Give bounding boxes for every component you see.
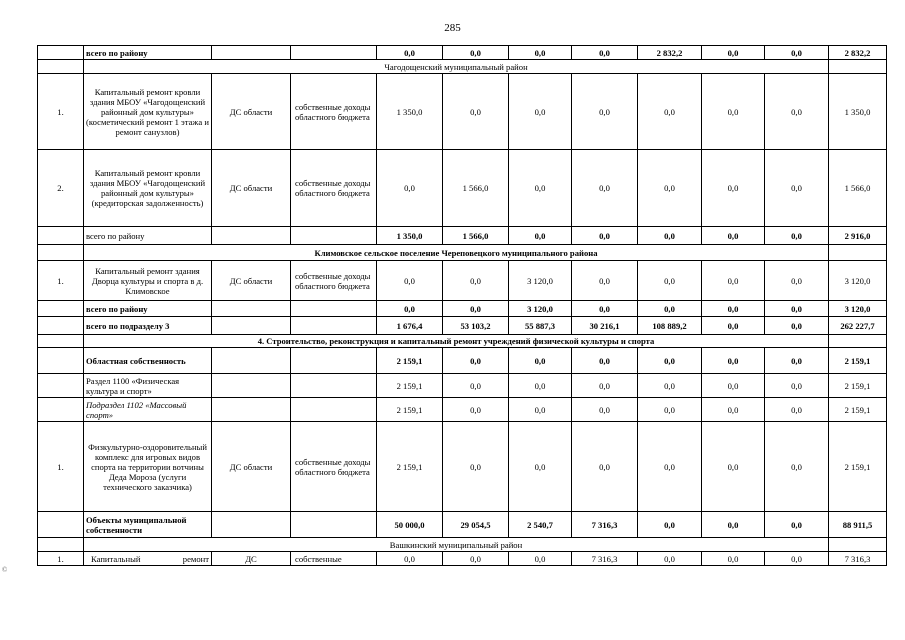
amount-cell: 30 216,1 (572, 317, 638, 335)
amount-cell: 2 159,1 (377, 422, 443, 512)
amount-cell: 0,0 (509, 150, 572, 227)
object-row (38, 552, 887, 566)
amount-cell: 0,0 (765, 552, 829, 566)
object-name: Капитальный ремонт кровли здания МБОУ «Чагодощенский районный дом культуры» (кредиторская задолженность) (84, 150, 212, 227)
object-row (38, 261, 887, 301)
funding-source (291, 348, 377, 374)
funding-source: собственные доходы областного бюджета (291, 150, 377, 227)
funding-source (291, 317, 377, 335)
object-name: Подраздел 1102 «Массовый спорт» (84, 398, 212, 422)
amount-cell: 0,0 (702, 422, 765, 512)
amount-cell: 29 054,5 (443, 512, 509, 538)
amount-cell: 0,0 (572, 301, 638, 317)
amount-cell: 0,0 (638, 398, 702, 422)
amount-cell: 0,0 (638, 227, 702, 245)
object-name: всего по подразделу 3 (84, 317, 212, 335)
total-row (38, 374, 887, 398)
amount-cell: 2 159,1 (377, 374, 443, 398)
amount-cell: 0,0 (702, 150, 765, 227)
amount-cell: 3 120,0 (829, 301, 887, 317)
amount-cell: 0,0 (765, 398, 829, 422)
amount-cell: 7 316,3 (572, 512, 638, 538)
amount-cell: 1 676,4 (377, 317, 443, 335)
customer: ДС области (212, 261, 291, 301)
amount-cell: 3 120,0 (509, 301, 572, 317)
amount-cell: 0,0 (765, 261, 829, 301)
amount-cell: 88 911,5 (829, 512, 887, 538)
row-number (38, 301, 84, 317)
amount-cell: 0,0 (638, 422, 702, 512)
amount-cell: 0,0 (765, 301, 829, 317)
object-row (38, 150, 887, 227)
total-row (38, 227, 887, 245)
amount-cell: 0,0 (765, 317, 829, 335)
amount-cell: 0,0 (638, 301, 702, 317)
amount-cell: 3 120,0 (509, 261, 572, 301)
amount-cell: 2 159,1 (829, 398, 887, 422)
amount-cell: 0,0 (765, 46, 829, 60)
amount-cell: 0,0 (765, 227, 829, 245)
amount-cell: 1 566,0 (829, 150, 887, 227)
number-cell (38, 245, 84, 261)
amount-cell: 0,0 (702, 512, 765, 538)
total-cell (829, 60, 887, 74)
row-number (38, 317, 84, 335)
funding-source (291, 398, 377, 422)
amount-cell: 0,0 (509, 552, 572, 566)
amount-cell: 0,0 (702, 227, 765, 245)
total-row (38, 301, 887, 317)
amount-cell: 0,0 (572, 348, 638, 374)
amount-cell: 0,0 (638, 512, 702, 538)
object-row (38, 74, 887, 150)
amount-cell: 0,0 (702, 348, 765, 374)
total-row (38, 348, 887, 374)
amount-cell: 1 350,0 (377, 227, 443, 245)
amount-cell: 0,0 (509, 374, 572, 398)
amount-cell: 0,0 (765, 422, 829, 512)
customer (212, 227, 291, 245)
row-number: 2. (38, 150, 84, 227)
funding-source (291, 46, 377, 60)
amount-cell: 0,0 (443, 301, 509, 317)
amount-cell: 0,0 (638, 74, 702, 150)
object-name: Объекты муниципальной собственности (84, 512, 212, 538)
amount-cell: 1 350,0 (377, 74, 443, 150)
number-cell (38, 60, 84, 74)
section-header: Чагодощенский муниципальный район (84, 60, 829, 74)
margin-mark: © (2, 566, 8, 574)
row-number: 1. (38, 422, 84, 512)
amount-cell: 262 227,7 (829, 317, 887, 335)
funding-source: собственные доходы областного бюджета (291, 261, 377, 301)
total-cell (829, 538, 887, 552)
customer (212, 374, 291, 398)
amount-cell: 0,0 (443, 398, 509, 422)
funding-source (291, 512, 377, 538)
amount-cell: 2 159,1 (377, 348, 443, 374)
object-name: Капитальный ремонт кровли здания МБОУ «Чагодощенский районный дом культуры» (косметический ремонт 1 этажа и ремонт санузлов) (84, 74, 212, 150)
funding-source (291, 227, 377, 245)
amount-cell: 7 316,3 (572, 552, 638, 566)
customer: ДС области (212, 150, 291, 227)
amount-cell: 0,0 (509, 46, 572, 60)
row-number (38, 227, 84, 245)
row-number: 1. (38, 74, 84, 150)
amount-cell: 2 159,1 (829, 348, 887, 374)
amount-cell: 108 889,2 (638, 317, 702, 335)
amount-cell: 1 566,0 (443, 150, 509, 227)
amount-cell: 0,0 (443, 348, 509, 374)
amount-cell: 0,0 (377, 46, 443, 60)
customer (212, 512, 291, 538)
amount-cell: 0,0 (443, 46, 509, 60)
row-number (38, 374, 84, 398)
object-name: Областная собственность (84, 348, 212, 374)
section-header-row (38, 538, 887, 552)
object-row (38, 422, 887, 512)
amount-cell: 0,0 (509, 398, 572, 422)
total-row (38, 512, 887, 538)
amount-cell: 0,0 (638, 348, 702, 374)
amount-cell: 53 103,2 (443, 317, 509, 335)
amount-cell: 2 916,0 (829, 227, 887, 245)
amount-cell: 0,0 (572, 261, 638, 301)
amount-cell: 0,0 (702, 374, 765, 398)
amount-cell: 1 566,0 (443, 227, 509, 245)
amount-cell: 0,0 (443, 374, 509, 398)
row-number (38, 512, 84, 538)
customer: ДС области (212, 74, 291, 150)
amount-cell: 2 540,7 (509, 512, 572, 538)
amount-cell: 0,0 (765, 74, 829, 150)
amount-cell: 0,0 (377, 150, 443, 227)
amount-cell: 0,0 (572, 46, 638, 60)
amount-cell: 2 159,1 (377, 398, 443, 422)
amount-cell: 2 159,1 (829, 374, 887, 398)
amount-cell: 0,0 (702, 261, 765, 301)
object-name: Физкультурно-оздоровительный комплекс для игровых видов спорта на территории вотчины Деда Мороза (услуги технического заказчика) (84, 422, 212, 512)
amount-cell: 0,0 (377, 261, 443, 301)
amount-cell: 0,0 (765, 512, 829, 538)
total-row (38, 398, 887, 422)
amount-cell: 0,0 (638, 150, 702, 227)
funding-source: собственные доходы областного бюджета (291, 74, 377, 150)
amount-cell: 0,0 (377, 552, 443, 566)
amount-cell: 7 316,3 (829, 552, 887, 566)
funding-source: собственные (291, 552, 377, 566)
customer (212, 398, 291, 422)
amount-cell: 0,0 (765, 374, 829, 398)
total-row (38, 46, 887, 60)
section-header: Климовское сельское поселение Череповецкого муниципального района (84, 245, 829, 261)
amount-cell: 1 350,0 (829, 74, 887, 150)
amount-cell: 50 000,0 (377, 512, 443, 538)
section-header: 4. Строительство, реконструкция и капитальный ремонт учреждений физической культуры и спорта (84, 335, 829, 348)
object-name: всего по району (84, 227, 212, 245)
customer (212, 317, 291, 335)
amount-cell: 0,0 (702, 552, 765, 566)
section-header-row (38, 245, 887, 261)
customer: ДС области (212, 422, 291, 512)
amount-cell: 0,0 (572, 422, 638, 512)
row-number (38, 348, 84, 374)
amount-cell: 0,0 (765, 348, 829, 374)
customer (212, 46, 291, 60)
object-name: Капитальный ремонт (84, 552, 212, 566)
amount-cell: 0,0 (572, 374, 638, 398)
amount-cell: 0,0 (638, 552, 702, 566)
row-number (38, 398, 84, 422)
page-number: 285 (444, 22, 461, 34)
number-cell (38, 335, 84, 348)
customer (212, 348, 291, 374)
amount-cell: 0,0 (377, 301, 443, 317)
section-header: Вашкинский муниципальный район (84, 538, 829, 552)
amount-cell: 0,0 (702, 317, 765, 335)
amount-cell: 0,0 (509, 348, 572, 374)
amount-cell: 0,0 (638, 261, 702, 301)
amount-cell: 55 887,3 (509, 317, 572, 335)
number-cell (38, 538, 84, 552)
amount-cell: 0,0 (443, 74, 509, 150)
funding-source (291, 374, 377, 398)
amount-cell: 0,0 (702, 74, 765, 150)
amount-cell: 0,0 (702, 301, 765, 317)
amount-cell: 2 832,2 (829, 46, 887, 60)
customer: ДС (212, 552, 291, 566)
amount-cell: 0,0 (509, 227, 572, 245)
section-header-row (38, 60, 887, 74)
amount-cell: 0,0 (509, 422, 572, 512)
amount-cell: 0,0 (572, 398, 638, 422)
amount-cell: 0,0 (765, 150, 829, 227)
amount-cell: 0,0 (443, 422, 509, 512)
amount-cell: 2 832,2 (638, 46, 702, 60)
amount-cell: 0,0 (572, 150, 638, 227)
amount-cell: 0,0 (638, 374, 702, 398)
object-name: всего по району (84, 46, 212, 60)
funding-source: собственные доходы областного бюджета (291, 422, 377, 512)
object-name: Капитальный ремонт здания Дворца культуры и спорта в д. Климовское (84, 261, 212, 301)
total-row (38, 317, 887, 335)
total-cell (829, 245, 887, 261)
amount-cell: 0,0 (702, 398, 765, 422)
amount-cell: 2 159,1 (829, 422, 887, 512)
object-name: всего по району (84, 301, 212, 317)
customer (212, 301, 291, 317)
amount-cell: 0,0 (702, 46, 765, 60)
section-header-row (38, 335, 887, 348)
amount-cell: 0,0 (572, 227, 638, 245)
amount-cell: 0,0 (572, 74, 638, 150)
object-name: Раздел 1100 «Физическая культура и спорт» (84, 374, 212, 398)
amount-cell: 0,0 (443, 261, 509, 301)
amount-cell: 3 120,0 (829, 261, 887, 301)
row-number: 1. (38, 552, 84, 566)
amount-cell: 0,0 (509, 74, 572, 150)
funding-source (291, 301, 377, 317)
amount-cell: 0,0 (443, 552, 509, 566)
total-cell (829, 335, 887, 348)
budget-table (37, 45, 887, 566)
row-number (38, 46, 84, 60)
row-number: 1. (38, 261, 84, 301)
